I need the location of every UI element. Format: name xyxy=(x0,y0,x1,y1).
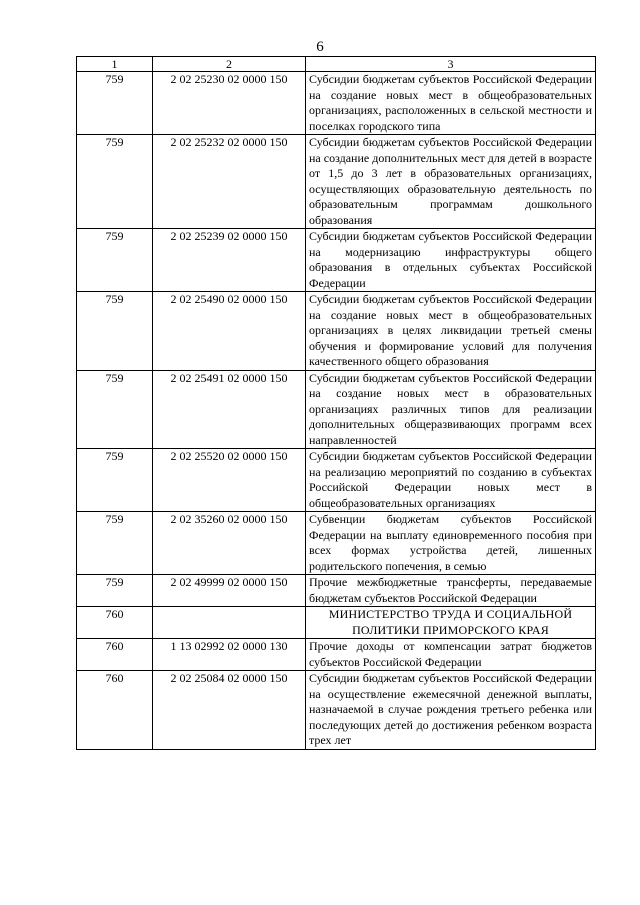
revenue-code-cell: 2 02 25230 02 0000 150 xyxy=(153,72,306,135)
column-header-3: 3 xyxy=(306,57,596,72)
table-row xyxy=(77,575,596,607)
column-header-2: 2 xyxy=(153,57,306,72)
table-row xyxy=(77,639,596,671)
revenue-code-cell: 2 02 25491 02 0000 150 xyxy=(153,370,306,449)
revenue-name-cell: Субсидии бюджетам субъектов Российской Федерации на создание новых мест в общеобразовательных организациях, расположенных в сельской местности и поселках городского типа xyxy=(306,72,596,135)
revenue-code-cell: 2 02 25520 02 0000 150 xyxy=(153,449,306,512)
table-row xyxy=(77,449,596,512)
table-row xyxy=(77,135,596,229)
revenue-name-cell: Прочие межбюджетные трансферты, передаваемые бюджетам субъектов Российской Федерации xyxy=(306,575,596,607)
revenue-name-cell: Субсидии бюджетам субъектов Российской Федерации на создание новых мест в образовательных организациях различных типов для реализации дополнительных общеразвивающих программ всех направленностей xyxy=(306,370,596,449)
revenue-code-cell xyxy=(153,607,306,639)
table-row xyxy=(77,72,596,135)
revenue-name-cell: Субсидии бюджетам субъектов Российской Федерации на создание новых мест в общеобразовательных организациях в целях ликвидации третьей смены обучения и формирование условий для получения качественного общего образования xyxy=(306,292,596,371)
admin-code-cell: 760 xyxy=(77,639,153,671)
table-row xyxy=(77,671,596,750)
ministry-header-row xyxy=(77,607,596,639)
table-header-row xyxy=(77,57,596,72)
revenue-code-cell: 1 13 02992 02 0000 130 xyxy=(153,639,306,671)
admin-code-cell: 759 xyxy=(77,135,153,229)
revenue-name-cell: Прочие доходы от компенсации затрат бюджетов субъектов Российской Федерации xyxy=(306,639,596,671)
ministry-name-cell: МИНИСТЕРСТВО ТРУДА И СОЦИАЛЬНОЙ ПОЛИТИКИ ПРИМОРСКОГО КРАЯ xyxy=(306,607,596,639)
revenue-name-cell: Субвенции бюджетам субъектов Российской Федерации на выплату единовременного пособия при всех формах устройства детей, лишенных родительского попечения, в семью xyxy=(306,512,596,575)
revenue-code-cell: 2 02 25239 02 0000 150 xyxy=(153,229,306,292)
revenue-name-cell: Субсидии бюджетам субъектов Российской Федерации на осуществление ежемесячной денежной выплаты, назначаемой в случае рождения третьего ребенка или последующих детей до достижения ребенком возраста трех лет xyxy=(306,671,596,750)
revenue-code-cell: 2 02 35260 02 0000 150 xyxy=(153,512,306,575)
admin-code-cell: 759 xyxy=(77,449,153,512)
table-row xyxy=(77,370,596,449)
revenue-name-cell: Субсидии бюджетам субъектов Российской Федерации на реализацию мероприятий по созданию в субъектах Российской Федерации новых мест в общеобразовательных организациях xyxy=(306,449,596,512)
admin-code-cell: 760 xyxy=(77,607,153,639)
admin-code-cell: 759 xyxy=(77,370,153,449)
admin-code-cell: 759 xyxy=(77,512,153,575)
revenue-code-cell: 2 02 49999 02 0000 150 xyxy=(153,575,306,607)
column-header-1: 1 xyxy=(77,57,153,72)
admin-code-cell: 759 xyxy=(77,292,153,371)
revenue-codes-table xyxy=(76,56,596,750)
admin-code-cell: 759 xyxy=(77,575,153,607)
admin-code-cell: 759 xyxy=(77,72,153,135)
table-row xyxy=(77,292,596,371)
revenue-name-cell: Субсидии бюджетам субъектов Российской Федерации на модернизацию инфраструктуры общего образования в отдельных субъектах Российской Федерации xyxy=(306,229,596,292)
revenue-code-cell: 2 02 25490 02 0000 150 xyxy=(153,292,306,371)
revenue-name-cell: Субсидии бюджетам субъектов Российской Федерации на создание дополнительных мест для детей в возрасте от 1,5 до 3 лет в образовательных организациях, осуществляющих образовательную деятельность по образовательным программам дошкольного образования xyxy=(306,135,596,229)
revenue-code-cell: 2 02 25232 02 0000 150 xyxy=(153,135,306,229)
page-number: 6 xyxy=(316,39,324,55)
revenue-code-cell: 2 02 25084 02 0000 150 xyxy=(153,671,306,750)
admin-code-cell: 760 xyxy=(77,671,153,750)
table-row xyxy=(77,229,596,292)
table-row xyxy=(77,512,596,575)
admin-code-cell: 759 xyxy=(77,229,153,292)
